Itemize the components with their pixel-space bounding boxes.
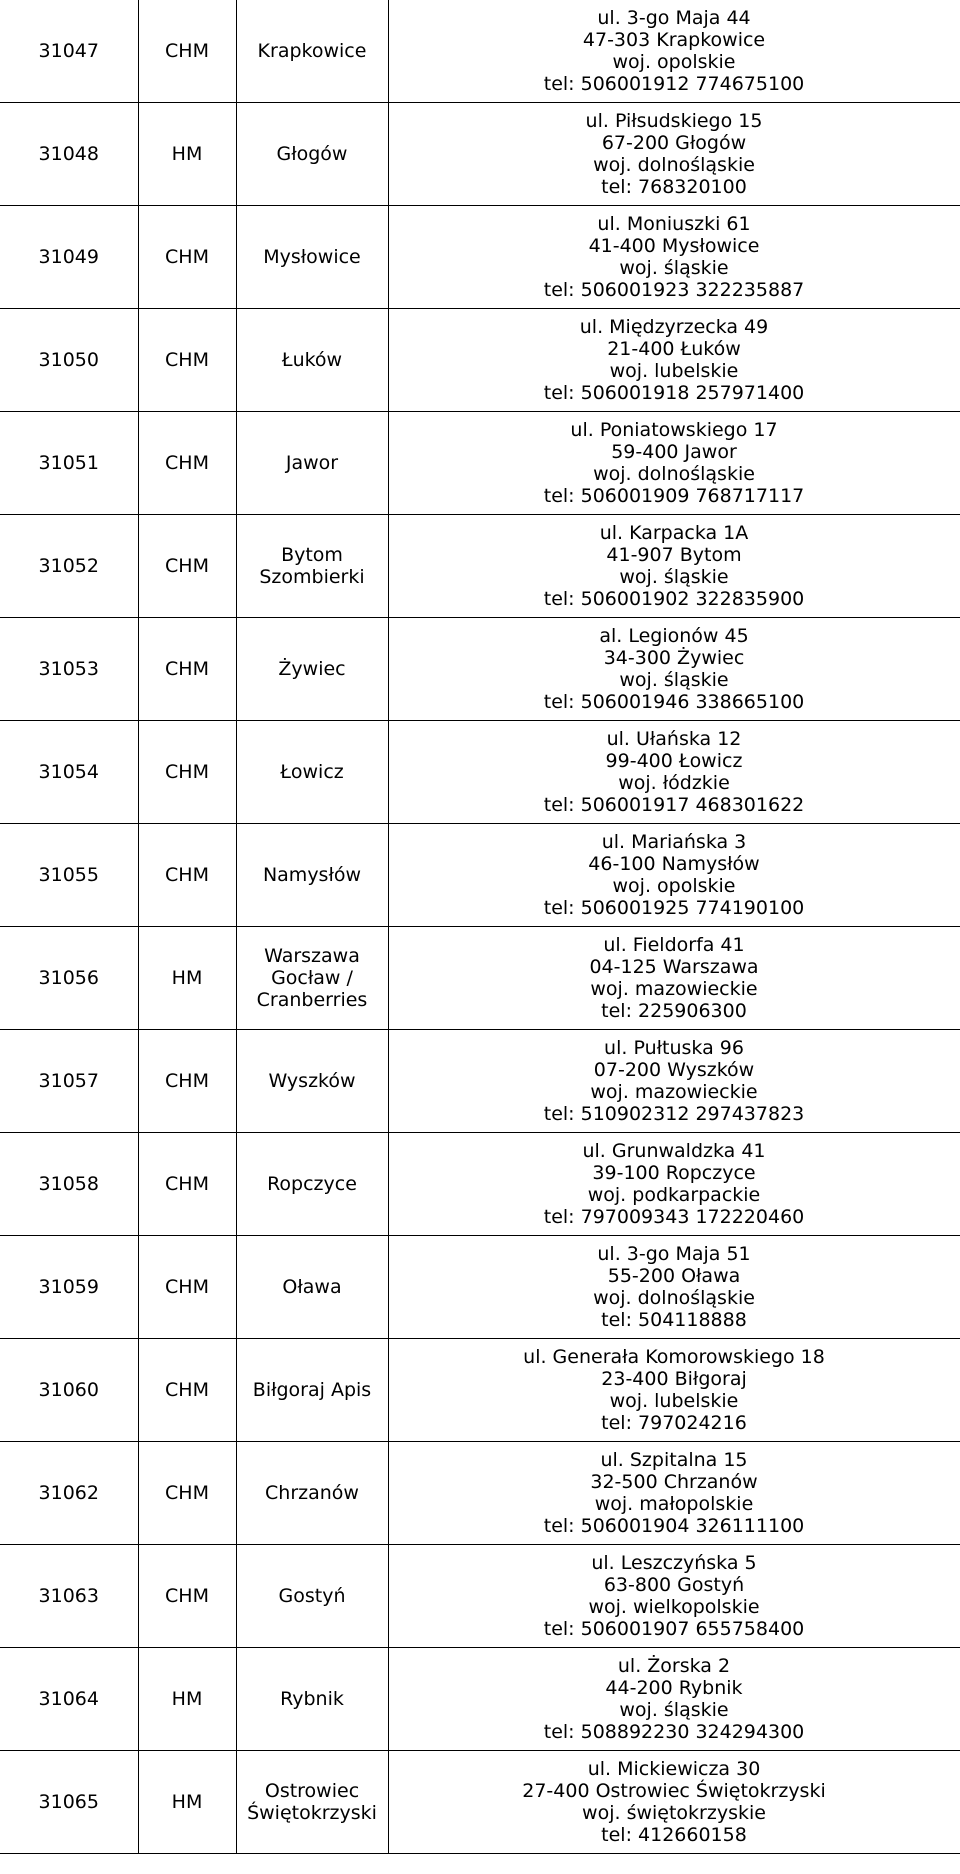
store-type: HM: [171, 1688, 203, 1710]
address-street: ul. Moniuszki 61: [597, 213, 751, 235]
store-type: CHM: [165, 1379, 209, 1401]
address-region: woj. lubelskie: [609, 360, 739, 382]
address-postal: 21-400 Łuków: [607, 338, 741, 360]
address-street: ul. Międzyrzecka 49: [579, 316, 769, 338]
store-city: Namysłów: [262, 864, 362, 886]
address-street: ul. Grunwaldzka 41: [582, 1140, 766, 1162]
address-phone: tel: 508892230 324294300: [543, 1721, 805, 1743]
store-address-cell: [388, 515, 960, 618]
store-type: CHM: [165, 761, 209, 783]
store-number-cell: [0, 309, 138, 412]
store-city: Chrzanów: [265, 1482, 359, 1504]
store-city-cell: [236, 1545, 388, 1648]
store-address-cell: [388, 309, 960, 412]
store-address-cell: [388, 1339, 960, 1442]
address-region: woj. mazowieckie: [590, 978, 758, 1000]
store-address-cell: [388, 618, 960, 721]
store-city: Warszawa Gocław / Cranberries: [256, 945, 368, 1011]
store-city: Łuków: [281, 349, 343, 371]
store-address-cell: [388, 1030, 960, 1133]
store-city: Łowicz: [280, 761, 344, 783]
address-street: ul. Poniatowskiego 17: [570, 419, 778, 441]
store-number-cell: [0, 412, 138, 515]
store-type-cell: [138, 1442, 236, 1545]
store-address-cell: [388, 1648, 960, 1751]
table-row: [0, 618, 960, 721]
store-type: CHM: [165, 555, 209, 577]
store-number: 31057: [38, 1070, 99, 1092]
store-city: Oława: [282, 1276, 342, 1298]
address-street: ul. Leszczyńska 5: [591, 1552, 757, 1574]
address-region: woj. mazowieckie: [590, 1081, 758, 1103]
store-number-cell: [0, 618, 138, 721]
store-type-cell: [138, 206, 236, 309]
address-postal: 04-125 Warszawa: [589, 956, 759, 978]
store-number: 31053: [38, 658, 99, 680]
store-number: 31064: [38, 1688, 99, 1710]
address-postal: 59-400 Jawor: [611, 441, 737, 463]
address-region: woj. łódzkie: [618, 772, 730, 794]
address-region: woj. opolskie: [612, 875, 736, 897]
store-number: 31050: [38, 349, 99, 371]
address-street: ul. Karpacka 1A: [599, 522, 749, 544]
address-phone: tel: 797009343 172220460: [543, 1206, 805, 1228]
store-city-cell: [236, 1751, 388, 1854]
store-city-cell: [236, 927, 388, 1030]
store-number: 31049: [38, 246, 99, 268]
store-type: CHM: [165, 864, 209, 886]
store-type: CHM: [165, 1070, 209, 1092]
address-postal: 41-400 Mysłowice: [588, 235, 760, 257]
store-city-cell: [236, 309, 388, 412]
store-address-cell: [388, 1751, 960, 1854]
store-city-cell: [236, 721, 388, 824]
table-row: [0, 1133, 960, 1236]
address-street: ul. Mickiewicza 30: [587, 1758, 761, 1780]
store-type: CHM: [165, 1482, 209, 1504]
store-city-cell: [236, 1442, 388, 1545]
store-city: Rybnik: [280, 1688, 344, 1710]
store-city: Ostrowiec Świętokrzyski: [247, 1780, 377, 1824]
store-city: Ropczyce: [267, 1173, 357, 1195]
address-postal: 44-200 Rybnik: [605, 1677, 743, 1699]
address-postal: 99-400 Łowicz: [605, 750, 743, 772]
store-type: CHM: [165, 1276, 209, 1298]
table-row: [0, 309, 960, 412]
store-city: Mysłowice: [263, 246, 361, 268]
store-city-cell: [236, 206, 388, 309]
address-street: ul. 3-go Maja 51: [597, 1243, 751, 1265]
store-number-cell: [0, 1339, 138, 1442]
store-type: CHM: [165, 40, 209, 62]
address-phone: tel: 506001925 774190100: [543, 897, 805, 919]
address-phone: tel: 506001909 768717117: [543, 485, 805, 507]
address-postal: 23-400 Biłgoraj: [601, 1368, 747, 1390]
address-phone: tel: 506001946 338665100: [543, 691, 805, 713]
store-address-cell: [388, 1442, 960, 1545]
store-address-cell: [388, 721, 960, 824]
store-number: 31048: [38, 143, 99, 165]
address-region: woj. śląskie: [619, 257, 729, 279]
store-city-cell: [236, 824, 388, 927]
store-city-cell: [236, 1339, 388, 1442]
store-type: HM: [171, 143, 203, 165]
address-phone: tel: 506001917 468301622: [543, 794, 805, 816]
store-number-cell: [0, 824, 138, 927]
table-row: [0, 1442, 960, 1545]
store-address-cell: [388, 206, 960, 309]
table-row: [0, 103, 960, 206]
store-number-cell: [0, 515, 138, 618]
store-address-cell: [388, 412, 960, 515]
address-phone: tel: 797024216: [601, 1412, 747, 1434]
table-row: [0, 927, 960, 1030]
store-city: Żywiec: [278, 658, 346, 680]
store-number-cell: [0, 1442, 138, 1545]
table-row: [0, 1030, 960, 1133]
store-city: Jawor: [285, 452, 339, 474]
address-region: woj. śląskie: [619, 669, 729, 691]
store-number: 31054: [38, 761, 99, 783]
store-number-cell: [0, 103, 138, 206]
address-street: ul. Ułańska 12: [606, 728, 742, 750]
store-city: Krapkowice: [257, 40, 367, 62]
store-number: 31058: [38, 1173, 99, 1195]
store-number-cell: [0, 206, 138, 309]
store-type: HM: [171, 1791, 203, 1813]
address-region: woj. małopolskie: [594, 1493, 754, 1515]
address-street: ul. Piłsudskiego 15: [585, 110, 763, 132]
store-type-cell: [138, 412, 236, 515]
store-address-cell: [388, 824, 960, 927]
store-type-cell: [138, 927, 236, 1030]
store-type-cell: [138, 721, 236, 824]
store-number-cell: [0, 721, 138, 824]
table-row: [0, 515, 960, 618]
store-type-cell: [138, 1030, 236, 1133]
address-region: woj. śląskie: [619, 566, 729, 588]
address-street: ul. Żorska 2: [617, 1655, 731, 1677]
address-region: woj. dolnośląskie: [593, 463, 755, 485]
store-address-cell: [388, 1236, 960, 1339]
address-postal: 07-200 Wyszków: [593, 1059, 755, 1081]
address-region: woj. świętokrzyskie: [582, 1802, 766, 1824]
store-type-cell: [138, 1751, 236, 1854]
store-number: 31065: [38, 1791, 99, 1813]
store-type-cell: [138, 103, 236, 206]
store-type-cell: [138, 309, 236, 412]
store-number: 31055: [38, 864, 99, 886]
address-phone: tel: 510902312 297437823: [543, 1103, 805, 1125]
table-row: [0, 0, 960, 103]
address-region: woj. dolnośląskie: [593, 1287, 755, 1309]
address-street: ul. Pułtuska 96: [604, 1037, 744, 1059]
address-phone: tel: 225906300: [601, 1000, 747, 1022]
address-phone: tel: 506001902 322835900: [543, 588, 805, 610]
address-phone: tel: 412660158: [601, 1824, 747, 1846]
store-number-cell: [0, 927, 138, 1030]
store-type-cell: [138, 1339, 236, 1442]
address-postal: 55-200 Oława: [607, 1265, 741, 1287]
address-phone: tel: 506001904 326111100: [543, 1515, 805, 1537]
store-address-cell: [388, 1133, 960, 1236]
table-row: [0, 1648, 960, 1751]
store-type-cell: [138, 1236, 236, 1339]
store-address-cell: [388, 1545, 960, 1648]
address-street: ul. Szpitalna 15: [600, 1449, 748, 1471]
store-number-cell: [0, 1545, 138, 1648]
table-row: [0, 412, 960, 515]
store-number-cell: [0, 1648, 138, 1751]
table-row: [0, 1339, 960, 1442]
table-row: [0, 206, 960, 309]
address-region: woj. opolskie: [612, 51, 736, 73]
store-city: Gostyń: [278, 1585, 346, 1607]
store-type: CHM: [165, 1585, 209, 1607]
store-type-cell: [138, 1545, 236, 1648]
store-city-cell: [236, 1133, 388, 1236]
table-row: [0, 721, 960, 824]
store-number: 31060: [38, 1379, 99, 1401]
store-number-cell: [0, 0, 138, 103]
address-region: woj. dolnośląskie: [593, 154, 755, 176]
store-city-cell: [236, 1236, 388, 1339]
store-number: 31051: [38, 452, 99, 474]
store-type: HM: [171, 967, 203, 989]
address-region: woj. podkarpackie: [587, 1184, 761, 1206]
table-row: [0, 1751, 960, 1854]
store-city-cell: [236, 412, 388, 515]
address-postal: 63-800 Gostyń: [603, 1574, 745, 1596]
address-street: al. Legionów 45: [599, 625, 749, 647]
store-city: Biłgoraj Apis: [252, 1379, 372, 1401]
store-number-cell: [0, 1030, 138, 1133]
address-phone: tel: 504118888: [601, 1309, 747, 1331]
address-region: woj. lubelskie: [609, 1390, 739, 1412]
store-type: CHM: [165, 452, 209, 474]
address-postal: 39-100 Ropczyce: [592, 1162, 756, 1184]
store-number: 31052: [38, 555, 99, 577]
table-row: [0, 1545, 960, 1648]
address-street: ul. 3-go Maja 44: [597, 7, 751, 29]
store-number: 31062: [38, 1482, 99, 1504]
address-street: ul. Mariańska 3: [601, 831, 747, 853]
address-phone: tel: 506001907 655758400: [543, 1618, 805, 1640]
address-region: woj. śląskie: [619, 1699, 729, 1721]
address-phone: tel: 506001912 774675100: [543, 73, 805, 95]
store-number: 31059: [38, 1276, 99, 1298]
address-postal: 41-907 Bytom: [606, 544, 742, 566]
store-city-cell: [236, 515, 388, 618]
address-street: ul. Generała Komorowskiego 18: [523, 1346, 825, 1368]
address-street: ul. Fieldorfa 41: [603, 934, 745, 956]
store-city-cell: [236, 1030, 388, 1133]
store-number-cell: [0, 1236, 138, 1339]
address-postal: 27-400 Ostrowiec Świętokrzyski: [522, 1780, 826, 1802]
address-postal: 47-303 Krapkowice: [582, 29, 766, 51]
address-postal: 34-300 Żywiec: [603, 647, 745, 669]
store-city: Bytom Szombierki: [259, 544, 365, 588]
address-phone: tel: 768320100: [601, 176, 747, 198]
store-number-cell: [0, 1751, 138, 1854]
store-type-cell: [138, 1648, 236, 1751]
store-city: Wyszków: [268, 1070, 356, 1092]
store-city-cell: [236, 1648, 388, 1751]
address-phone: tel: 506001923 322235887: [543, 279, 805, 301]
store-number-cell: [0, 1133, 138, 1236]
store-address-cell: [388, 103, 960, 206]
store-number: 31056: [38, 967, 99, 989]
store-city-cell: [236, 618, 388, 721]
address-phone: tel: 506001918 257971400: [543, 382, 805, 404]
store-city-cell: [236, 0, 388, 103]
store-type-cell: [138, 515, 236, 618]
address-region: woj. wielkopolskie: [588, 1596, 760, 1618]
store-address-cell: [388, 927, 960, 1030]
store-type: CHM: [165, 246, 209, 268]
address-postal: 46-100 Namysłów: [588, 853, 760, 875]
store-number: 31063: [38, 1585, 99, 1607]
store-type-cell: [138, 0, 236, 103]
store-address-cell: [388, 0, 960, 103]
store-type-cell: [138, 824, 236, 927]
store-type: CHM: [165, 1173, 209, 1195]
store-type-cell: [138, 1133, 236, 1236]
address-postal: 67-200 Głogów: [601, 132, 747, 154]
store-city-cell: [236, 103, 388, 206]
table-row: [0, 1236, 960, 1339]
store-number: 31047: [38, 40, 99, 62]
store-type-cell: [138, 618, 236, 721]
table-row: [0, 824, 960, 927]
store-city: Głogów: [276, 143, 348, 165]
store-type: CHM: [165, 349, 209, 371]
store-type: CHM: [165, 658, 209, 680]
address-postal: 32-500 Chrzanów: [590, 1471, 758, 1493]
